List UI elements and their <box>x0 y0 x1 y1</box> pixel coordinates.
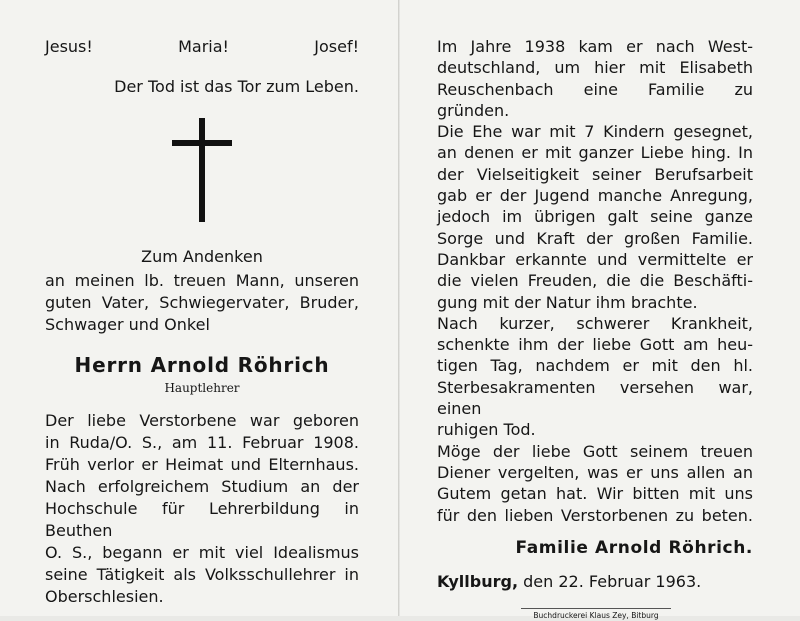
obituary-line: Reuschenbach eine Familie zu gründen. <box>437 79 753 120</box>
date: den 22. Februar 1963. <box>523 571 702 591</box>
invocation-josef: Josef! <box>314 37 359 56</box>
deceased-title: Hauptlehrer <box>164 381 240 395</box>
obituary-line: Diener vergelten, was er uns allen an <box>437 462 753 482</box>
obituary-line: gab er der Jugend manche Anregung, <box>437 186 753 206</box>
family-signature: Familie Arnold Röhrich. <box>515 537 753 558</box>
biography <box>45 410 359 608</box>
left-page <box>45 36 359 608</box>
obituary-line: Gutem getan hat. Wir bitten mit uns <box>437 484 753 504</box>
biography-line: seine Tätigkeit als Volksschullehrer in <box>45 565 359 584</box>
obituary-line: ruhigen Tod. <box>437 420 536 440</box>
obituary-line: an denen er mit ganzer Liebe hing. In <box>437 143 753 163</box>
invocation-maria: Maria! <box>178 37 229 56</box>
dedication-line: guten Vater, Schwiegervater, Bruder, <box>45 293 359 312</box>
biography-line: Nach erfolgreichem Studium an der <box>45 477 359 496</box>
obituary-line: der Vielseitigkeit seiner Berufsarbeit <box>437 164 753 184</box>
obituary-text <box>437 36 753 526</box>
right-page <box>437 36 753 621</box>
deceased-name: Herrn Arnold Röhrich <box>74 353 330 377</box>
dedication <box>45 270 359 336</box>
obituary-line: jedoch im übrigen galt seine ganze <box>437 207 753 227</box>
dedication-line: an meinen lb. treuen Mann, unseren <box>45 271 359 290</box>
obituary-line: Sorge und Kraft der großen Familie. <box>437 228 753 248</box>
biography-line: Hochschule für Lehrerbildung in Beuthen <box>45 499 359 540</box>
cross-icon <box>172 118 232 226</box>
obituary-line: gung mit der Natur ihm brachte. <box>437 292 698 312</box>
obituary-line: schenkte ihm der liebe Gott am heu- <box>437 335 753 355</box>
obituary-line: die vielen Freuden, die die Beschäfti- <box>437 271 753 291</box>
biography-line: Früh verlor er Heimat und Elternhaus. <box>45 455 359 474</box>
invocation-jesus: Jesus! <box>45 37 93 56</box>
place-date <box>437 570 753 594</box>
printer-imprint: Buchdruckerei Klaus Zey, Bitburg <box>521 608 671 621</box>
center-fold <box>398 0 400 616</box>
obituary-line: Nach kurzer, schwerer Krankheit, <box>437 313 753 333</box>
invocation-row <box>45 36 359 58</box>
obituary-line: tigen Tag, nachdem er mit den hl. <box>437 356 753 376</box>
obituary-line: deutschland, um hier mit Elisabeth <box>437 58 753 78</box>
biography-line: Oberschlesien. <box>45 587 164 606</box>
biography-line: Der liebe Verstorbene war geboren <box>45 411 359 430</box>
obituary-line: Sterbesakramenten versehen war, einen <box>437 377 753 419</box>
obituary-line: Dankbar erkannte und vermittelte er <box>437 249 753 269</box>
obituary-line: Im Jahre 1938 kam er nach West- <box>437 37 753 56</box>
biography-line: in Ruda/O. S., am 11. Februar 1908. <box>45 433 359 452</box>
biography-line: O. S., begann er mit viel Idealismus <box>45 543 359 562</box>
memorial-heading: Zum Andenken <box>141 247 263 266</box>
motto: Der Tod ist das Tor zum Leben. <box>114 77 359 96</box>
place: Kyllburg, <box>437 571 519 591</box>
obituary-line: für den lieben Verstorbenen zu beten. <box>437 505 753 525</box>
dedication-line: Schwager und Onkel <box>45 315 210 334</box>
obituary-line: Die Ehe war mit 7 Kindern gesegnet, <box>437 122 753 142</box>
obituary-line: Möge der liebe Gott seinem treuen <box>437 441 753 461</box>
